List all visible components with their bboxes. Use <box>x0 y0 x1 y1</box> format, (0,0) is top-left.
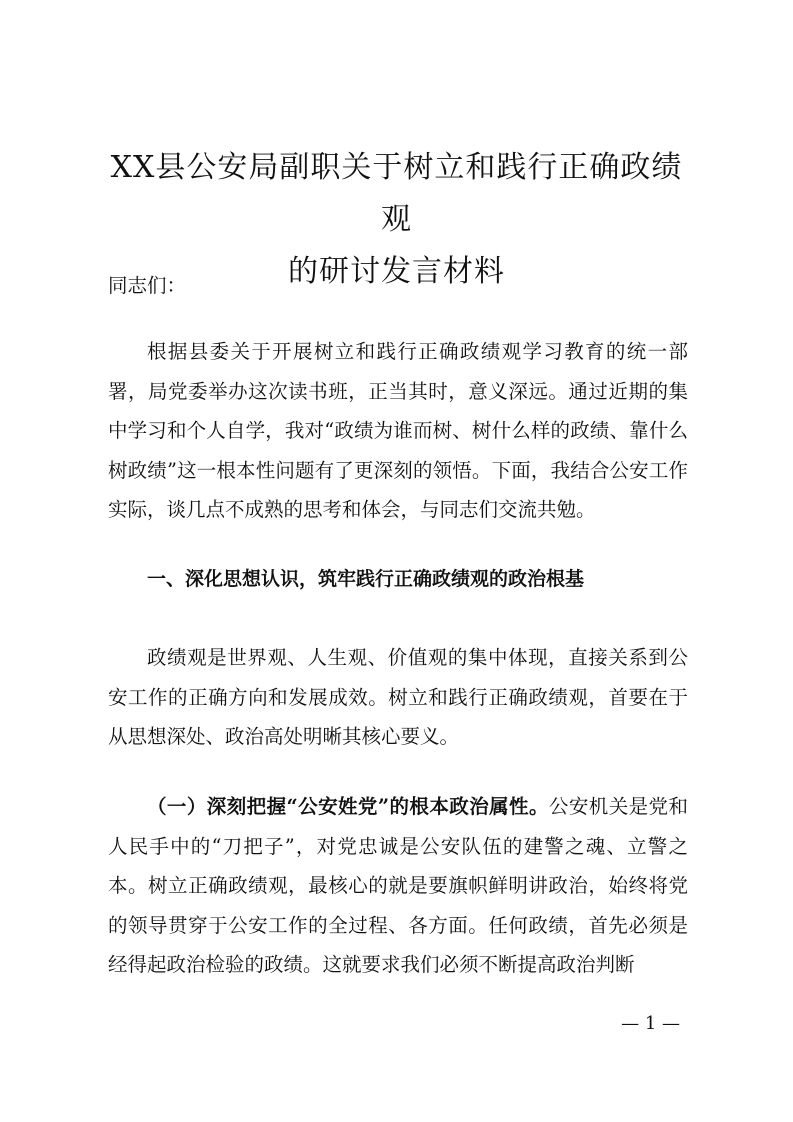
salutation: 同志们： <box>108 274 187 297</box>
subsection-paragraph <box>108 787 688 985</box>
title-line-2: 的研讨发言材料 <box>288 254 505 289</box>
subsection-body: 公安机关是党和人民手中的“刀把子”，对党忠诚是公安队伍的建警之魂、立警之本。树立正确政绩观，最核心的就是要旗帜鲜明讲政治，始终将党的领导贯穿于公安工作的全过程、各方面。任何政绩，首先必须是经得起政治检验的政绩。这就要求我们必须不断提高政治判断 <box>108 795 688 976</box>
title-line-1: XX县公安局副职关于树立和践行正确政绩观 <box>110 150 683 237</box>
section-paragraph: 政绩观是世界观、人生观、价值观的集中体现，直接关系到公安工作的正确方向和发展成效。树立和践行正确政绩观，首要在于从思想深处、政治高处明晰其核心要义。 <box>108 646 688 748</box>
section-heading: 一、深化思想认识，筑牢践行正确政绩观的政治根基 <box>147 568 585 590</box>
subsection-heading: （一）深刻把握“公安姓党”的根本政治属性。 <box>147 795 549 818</box>
intro-paragraph: 根据县委关于开展树立和践行正确政绩观学习教育的统一部署，局党委举办这次读书班，正当其时，意义深远。通过近期的集中学习和个人自学，我对“政绩为谁而树、树什么样的政绩、靠什么树政绩”这一根本性问题有了更深刻的领悟。下面，我结合公安工作实际，谈几点不成熟的思考和体会，与同志们交流共勉。 <box>108 340 688 521</box>
page-number: — 1 — <box>621 1013 680 1034</box>
